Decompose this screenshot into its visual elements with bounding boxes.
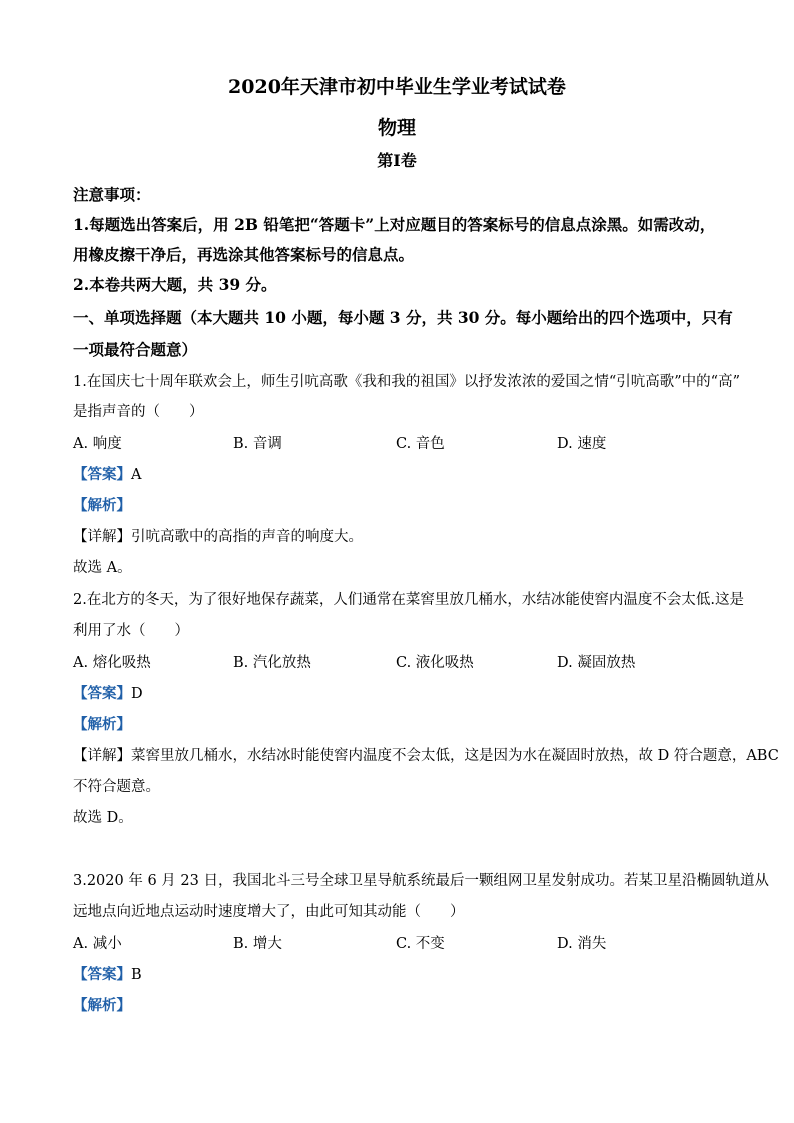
q2-stem-line1: 2.在北方的冬天，为了很好地保存蔬菜，人们通常在菜窖里放几桶水，水结冰能使窖内温度不会太低.这是: [73, 592, 744, 608]
q1-detail-text: 引吭高歌中的高指的声音的响度大。: [131, 529, 363, 545]
answer-tag: 【答案】: [73, 685, 131, 702]
q2-detail-line2: 不符合题意。: [73, 779, 160, 795]
q3-answer: [73, 963, 142, 984]
notes-item2: 2.本卷共两大题，共 39 分。: [73, 275, 277, 294]
notes-item1-line1: 1.每题选出答案后，用 2B 铅笔把“答题卡”上对应题目的答案标号的信息点涂黑。如需改动，: [73, 215, 716, 234]
q2-analysis: [73, 713, 131, 734]
answer-tag: 【答案】: [73, 466, 131, 483]
q1-analysis: [73, 494, 131, 515]
q2-option-a: A. 熔化吸热: [73, 655, 151, 671]
q1-option-b: B. 音调: [233, 436, 282, 452]
q2-detail-line1: [73, 744, 779, 765]
q3-analysis: [73, 994, 131, 1015]
q2-option-b: B. 汽化放热: [233, 655, 311, 671]
q3-stem-line1: 3.2020 年 6 月 23 日，我国北斗三号全球卫星导航系统最后一颗组网卫星发射成功。若某卫星沿椭圆轨道从: [73, 873, 769, 889]
analysis-tag: 【解析】: [73, 497, 131, 514]
q2-option-c: C. 液化吸热: [396, 655, 474, 671]
q2-answer-value: D: [131, 686, 143, 702]
exam-title: 2020年天津市初中毕业生学业考试试卷: [228, 76, 566, 98]
notes-item1-line2: 用橡皮擦干净后，再选涂其他答案标号的信息点。: [73, 245, 415, 264]
q3-option-c: C. 不变: [396, 936, 445, 952]
notes-heading: 注意事项：: [73, 185, 151, 204]
q1-stem-line1: 1.在国庆七十周年联欢会上，师生引吭高歌《我和我的祖国》以抒发浓浓的爱国之情“引吭高歌”中的“高”: [73, 374, 740, 390]
q3-option-b: B. 增大: [233, 936, 282, 952]
section-heading-line2: 一项最符合题意）: [73, 340, 198, 359]
q2-detail-text: 菜窖里放几桶水，水结冰时能使窖内温度不会太低，这是因为水在凝固时放热，故 D 符合题意，ABC: [131, 748, 779, 764]
q1-option-d: D. 速度: [557, 436, 607, 452]
analysis-tag: 【解析】: [73, 997, 131, 1014]
analysis-tag: 【解析】: [73, 716, 131, 733]
detail-tag: 【详解】: [73, 529, 131, 545]
q3-stem-line2: 远地点向近地点运动时速度增大了，由此可知其动能（ ）: [73, 904, 465, 920]
section-heading-line1: 一、单项选择题（本大题共 10 小题，每小题 3 分，共 30 分。每小题给出的四个选项中，只有: [73, 308, 733, 327]
q1-conclusion: 故选 A。: [73, 560, 132, 576]
answer-tag: 【答案】: [73, 966, 131, 983]
q1-option-c: C. 音色: [396, 436, 445, 452]
q2-conclusion: 故选 D。: [73, 810, 133, 826]
q3-option-d: D. 消失: [557, 936, 607, 952]
q1-answer: [73, 463, 141, 484]
q1-option-a: A. 响度: [73, 436, 122, 452]
q2-option-d: D. 凝固放热: [557, 655, 636, 671]
q2-stem-line2: 利用了水（ ）: [73, 623, 189, 639]
subject-title: 物理: [377, 117, 416, 139]
q2-answer: [73, 682, 143, 703]
q1-answer-value: A: [131, 467, 142, 483]
q1-detail: [73, 525, 363, 546]
q3-option-a: A. 减小: [73, 936, 122, 952]
q3-answer-value: B: [131, 967, 142, 983]
detail-tag: 【详解】: [73, 748, 131, 764]
q1-stem-line2: 是指声音的（ ）: [73, 404, 204, 420]
volume-title: 第Ⅰ卷: [377, 151, 417, 170]
